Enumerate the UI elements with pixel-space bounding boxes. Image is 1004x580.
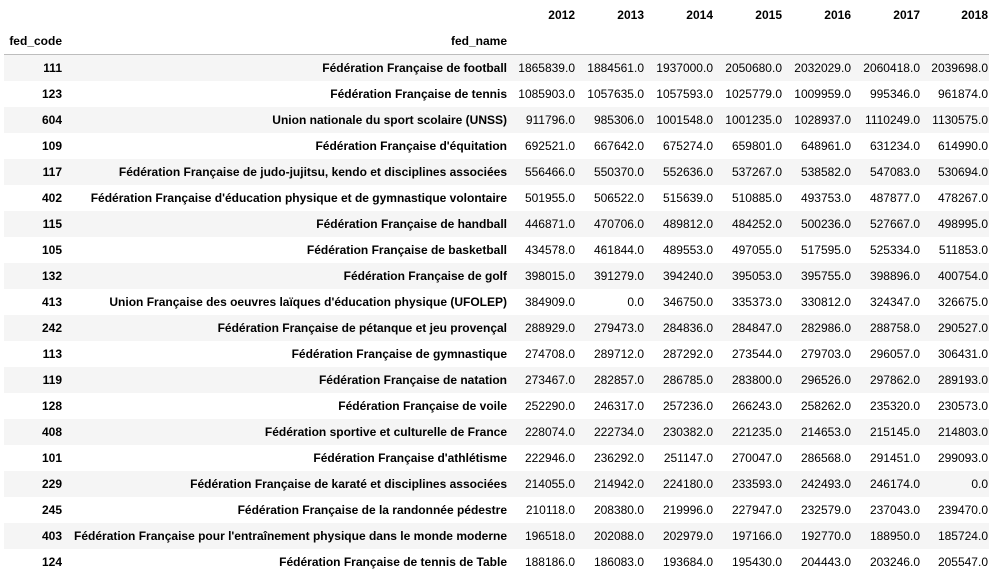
fed-code-cell: 128 — [41, 398, 62, 413]
value-cell: 384909.0 — [524, 294, 575, 309]
fed-name-cell: Fédération Française de la randonnée pédestre — [237, 502, 507, 517]
index-code-header: fed_code — [4, 28, 62, 55]
value-cell: 510885.0 — [731, 190, 782, 205]
value-cell: 236292.0 — [593, 450, 644, 465]
table-row — [4, 367, 989, 393]
value-cell: 324347.0 — [869, 294, 920, 309]
value-cell: 0.0 — [627, 294, 644, 309]
fed-name-cell: Fédération Française de judo-jujitsu, kendo et disciplines associées — [118, 164, 507, 179]
table-row — [4, 549, 989, 575]
value-cell: 197166.0 — [731, 528, 782, 543]
year-header: 2018 — [961, 8, 988, 22]
year-header: 2016 — [824, 8, 851, 22]
fed-name-cell: Fédération Française de football — [322, 60, 507, 75]
value-cell: 237043.0 — [869, 502, 920, 517]
value-cell: 1028937.0 — [794, 112, 851, 127]
value-cell: 911796.0 — [525, 112, 575, 127]
value-cell: 1130575.0 — [932, 112, 988, 127]
value-cell: 395755.0 — [800, 268, 851, 283]
value-cell: 252290.0 — [524, 398, 575, 413]
table-row — [4, 159, 989, 185]
year-header: 2015 — [755, 8, 782, 22]
value-cell: 214942.0 — [593, 476, 644, 491]
table-row — [4, 289, 989, 315]
table-row — [4, 341, 989, 367]
table-row — [4, 523, 989, 549]
value-cell: 195430.0 — [731, 554, 782, 569]
value-cell: 192770.0 — [800, 528, 851, 543]
value-cell: 258262.0 — [800, 398, 851, 413]
value-cell: 498995.0 — [937, 216, 988, 231]
value-cell: 537267.0 — [731, 164, 782, 179]
value-cell: 1001548.0 — [656, 112, 713, 127]
value-cell: 659801.0 — [731, 138, 782, 153]
value-cell: 511853.0 — [938, 242, 988, 257]
value-cell: 470706.0 — [593, 216, 644, 231]
value-cell: 506522.0 — [593, 190, 644, 205]
value-cell: 222734.0 — [593, 424, 644, 439]
value-cell: 501955.0 — [524, 190, 575, 205]
value-cell: 493753.0 — [800, 190, 851, 205]
value-cell: 202979.0 — [662, 528, 713, 543]
value-cell: 230382.0 — [662, 424, 713, 439]
value-cell: 185724.0 — [937, 528, 988, 543]
value-cell: 400754.0 — [937, 268, 988, 283]
table-row — [4, 263, 989, 289]
value-cell: 530694.0 — [937, 164, 988, 179]
value-cell: 446871.0 — [524, 216, 575, 231]
value-cell: 398015.0 — [524, 268, 575, 283]
value-cell: 287292.0 — [662, 346, 713, 361]
fed-code-cell: 604 — [41, 112, 62, 127]
value-cell: 489812.0 — [662, 216, 713, 231]
value-cell: 692521.0 — [524, 138, 575, 153]
value-cell: 1025779.0 — [725, 86, 782, 101]
fed-name-cell: Fédération Française de voile — [338, 398, 507, 413]
value-cell: 326675.0 — [937, 294, 988, 309]
value-cell: 484252.0 — [731, 216, 782, 231]
value-cell: 985306.0 — [593, 112, 644, 127]
value-cell: 221235.0 — [731, 424, 782, 439]
value-cell: 631234.0 — [869, 138, 920, 153]
dataframe-table — [4, 2, 989, 575]
value-cell: 487877.0 — [869, 190, 920, 205]
value-cell: 461844.0 — [593, 242, 644, 257]
value-cell: 232579.0 — [800, 502, 851, 517]
value-cell: 556466.0 — [524, 164, 575, 179]
value-cell: 1057593.0 — [656, 86, 713, 101]
value-cell: 547083.0 — [869, 164, 920, 179]
value-cell: 188186.0 — [524, 554, 575, 569]
value-cell: 235320.0 — [869, 398, 920, 413]
value-cell: 288929.0 — [524, 320, 575, 335]
value-cell: 273467.0 — [524, 372, 575, 387]
value-cell: 286785.0 — [662, 372, 713, 387]
table-row — [4, 419, 989, 445]
value-cell: 210118.0 — [525, 502, 575, 517]
fed-code-cell: 413 — [41, 294, 62, 309]
value-cell: 525334.0 — [869, 242, 920, 257]
value-cell: 214803.0 — [937, 424, 988, 439]
value-cell: 251147.0 — [663, 450, 713, 465]
value-cell: 489553.0 — [662, 242, 713, 257]
value-cell: 1057635.0 — [587, 86, 644, 101]
fed-code-cell: 132 — [41, 268, 62, 283]
table-row — [4, 55, 989, 81]
value-cell: 497055.0 — [731, 242, 782, 257]
fed-code-cell: 111 — [43, 60, 62, 75]
fed-name-cell: Fédération Française de gymnastique — [291, 346, 507, 361]
value-cell: 186083.0 — [593, 554, 644, 569]
value-cell: 230573.0 — [937, 398, 988, 413]
header-blank — [62, 2, 507, 28]
fed-name-cell: Fédération Française d'athlétisme — [313, 450, 507, 465]
value-cell: 214055.0 — [524, 476, 575, 491]
fed-code-cell: 408 — [41, 424, 62, 439]
value-cell: 228074.0 — [524, 424, 575, 439]
fed-code-cell: 245 — [41, 502, 62, 517]
value-cell: 517595.0 — [800, 242, 851, 257]
value-cell: 552636.0 — [662, 164, 713, 179]
fed-code-cell: 113 — [42, 346, 62, 361]
value-cell: 227947.0 — [731, 502, 782, 517]
table-row — [4, 315, 989, 341]
fed-code-cell: 105 — [41, 242, 62, 257]
value-cell: 395053.0 — [731, 268, 782, 283]
value-cell: 284836.0 — [662, 320, 713, 335]
fed-name-cell: Fédération Française de handball — [316, 216, 507, 231]
value-cell: 282857.0 — [593, 372, 644, 387]
value-cell: 266243.0 — [731, 398, 782, 413]
year-header: 2017 — [893, 8, 920, 22]
value-cell: 527667.0 — [869, 216, 920, 231]
value-cell: 257236.0 — [662, 398, 713, 413]
value-cell: 246317.0 — [593, 398, 644, 413]
fed-code-cell: 117 — [42, 164, 62, 179]
value-cell: 202088.0 — [593, 528, 644, 543]
fed-code-cell: 229 — [41, 476, 62, 491]
fed-code-cell: 101 — [41, 450, 62, 465]
value-cell: 193684.0 — [662, 554, 713, 569]
value-cell: 1865839.0 — [518, 60, 575, 75]
value-cell: 1110249.0 — [865, 112, 920, 127]
index-name-header: fed_name — [62, 28, 507, 55]
fed-name-cell: Fédération Française de basketball — [306, 242, 507, 257]
value-cell: 279473.0 — [593, 320, 644, 335]
value-cell: 1001235.0 — [725, 112, 782, 127]
table-body — [4, 55, 989, 575]
value-cell: 279703.0 — [800, 346, 851, 361]
table-row — [4, 81, 989, 107]
table-row — [4, 471, 989, 497]
table-row — [4, 211, 989, 237]
value-cell: 208380.0 — [593, 502, 644, 517]
value-cell: 196518.0 — [524, 528, 575, 543]
value-cell: 434578.0 — [524, 242, 575, 257]
value-cell: 299093.0 — [937, 450, 988, 465]
value-cell: 284847.0 — [731, 320, 782, 335]
value-cell: 289193.0 — [937, 372, 988, 387]
value-cell: 204443.0 — [800, 554, 851, 569]
value-cell: 335373.0 — [731, 294, 782, 309]
fed-code-cell: 123 — [41, 86, 62, 101]
value-cell: 2050680.0 — [725, 60, 782, 75]
value-cell: 478267.0 — [937, 190, 988, 205]
value-cell: 1009959.0 — [794, 86, 851, 101]
fed-name-cell: Fédération Française de karaté et disciplines associées — [190, 476, 507, 491]
value-cell: 297862.0 — [869, 372, 920, 387]
value-cell: 2032029.0 — [794, 60, 851, 75]
table-row — [4, 133, 989, 159]
fed-name-cell: Fédération sportive et culturelle de France — [264, 424, 507, 439]
value-cell: 188950.0 — [869, 528, 920, 543]
year-header: 2013 — [617, 8, 644, 22]
value-cell: 270047.0 — [731, 450, 782, 465]
fed-name-cell: Union Française des oeuvres laïques d'éducation physique (UFOLEP) — [109, 294, 507, 309]
value-cell: 222946.0 — [524, 450, 575, 465]
value-cell: 274708.0 — [524, 346, 575, 361]
header-blank — [4, 2, 62, 28]
header-row-years — [4, 2, 989, 28]
table-row — [4, 237, 989, 263]
year-header: 2012 — [548, 8, 575, 22]
fed-name-cell: Fédération Française de tennis de Table — [279, 554, 507, 569]
value-cell: 550370.0 — [593, 164, 644, 179]
value-cell: 500236.0 — [800, 216, 851, 231]
value-cell: 648961.0 — [800, 138, 851, 153]
fed-code-cell: 403 — [41, 528, 62, 543]
value-cell: 2060418.0 — [863, 60, 920, 75]
value-cell: 283800.0 — [731, 372, 782, 387]
value-cell: 391279.0 — [593, 268, 644, 283]
fed-code-cell: 402 — [41, 190, 62, 205]
value-cell: 246174.0 — [869, 476, 920, 491]
fed-name-cell: Fédération Française d'éducation physique et de gymnastique volontaire — [90, 190, 507, 205]
value-cell: 995346.0 — [869, 86, 920, 101]
value-cell: 203246.0 — [869, 554, 920, 569]
value-cell: 1884561.0 — [587, 60, 644, 75]
value-cell: 205547.0 — [937, 554, 988, 569]
table-row — [4, 185, 989, 211]
value-cell: 515639.0 — [662, 190, 713, 205]
fed-name-cell: Fédération Française de pétanque et jeu provençal — [217, 320, 507, 335]
value-cell: 282986.0 — [800, 320, 851, 335]
value-cell: 233593.0 — [731, 476, 782, 491]
header-row-index-names — [4, 28, 989, 55]
value-cell: 286568.0 — [800, 450, 851, 465]
value-cell: 224180.0 — [662, 476, 713, 491]
table-row — [4, 393, 989, 419]
value-cell: 215145.0 — [869, 424, 920, 439]
fed-name-cell: Fédération Française de natation — [318, 372, 507, 387]
table-row — [4, 107, 989, 133]
fed-code-cell: 119 — [42, 372, 62, 387]
fed-name-cell: Fédération Française de golf — [343, 268, 507, 283]
value-cell: 0.0 — [971, 476, 988, 491]
value-cell: 296526.0 — [800, 372, 851, 387]
year-header: 2014 — [686, 8, 713, 22]
table-row — [4, 445, 989, 471]
value-cell: 1937000.0 — [656, 60, 713, 75]
value-cell: 289712.0 — [593, 346, 644, 361]
fed-name-cell: Fédération Française de tennis — [330, 86, 507, 101]
value-cell: 330812.0 — [800, 294, 851, 309]
value-cell: 273544.0 — [731, 346, 782, 361]
value-cell: 667642.0 — [593, 138, 644, 153]
fed-name-cell: Fédération Française pour l'entraînement physique dans le monde moderne — [74, 528, 507, 543]
table-row — [4, 497, 989, 523]
value-cell: 242493.0 — [800, 476, 851, 491]
value-cell: 290527.0 — [937, 320, 988, 335]
value-cell: 1085903.0 — [518, 86, 575, 101]
fed-code-cell: 124 — [41, 554, 62, 569]
value-cell: 346750.0 — [662, 294, 713, 309]
value-cell: 288758.0 — [869, 320, 920, 335]
value-cell: 306431.0 — [937, 346, 988, 361]
fed-code-cell: 109 — [41, 138, 62, 153]
fed-code-cell: 115 — [42, 216, 62, 231]
value-cell: 291451.0 — [869, 450, 920, 465]
value-cell: 214653.0 — [800, 424, 851, 439]
value-cell: 239470.0 — [937, 502, 988, 517]
value-cell: 219996.0 — [662, 502, 713, 517]
value-cell: 2039698.0 — [931, 60, 988, 75]
fed-code-cell: 242 — [41, 320, 62, 335]
value-cell: 296057.0 — [869, 346, 920, 361]
value-cell: 961874.0 — [937, 86, 988, 101]
value-cell: 398896.0 — [869, 268, 920, 283]
fed-name-cell: Fédération Française d'équitation — [315, 138, 507, 153]
value-cell: 614990.0 — [937, 138, 988, 153]
value-cell: 675274.0 — [662, 138, 713, 153]
fed-name-cell: Union nationale du sport scolaire (UNSS) — [272, 112, 507, 127]
value-cell: 538582.0 — [800, 164, 851, 179]
value-cell: 394240.0 — [662, 268, 713, 283]
